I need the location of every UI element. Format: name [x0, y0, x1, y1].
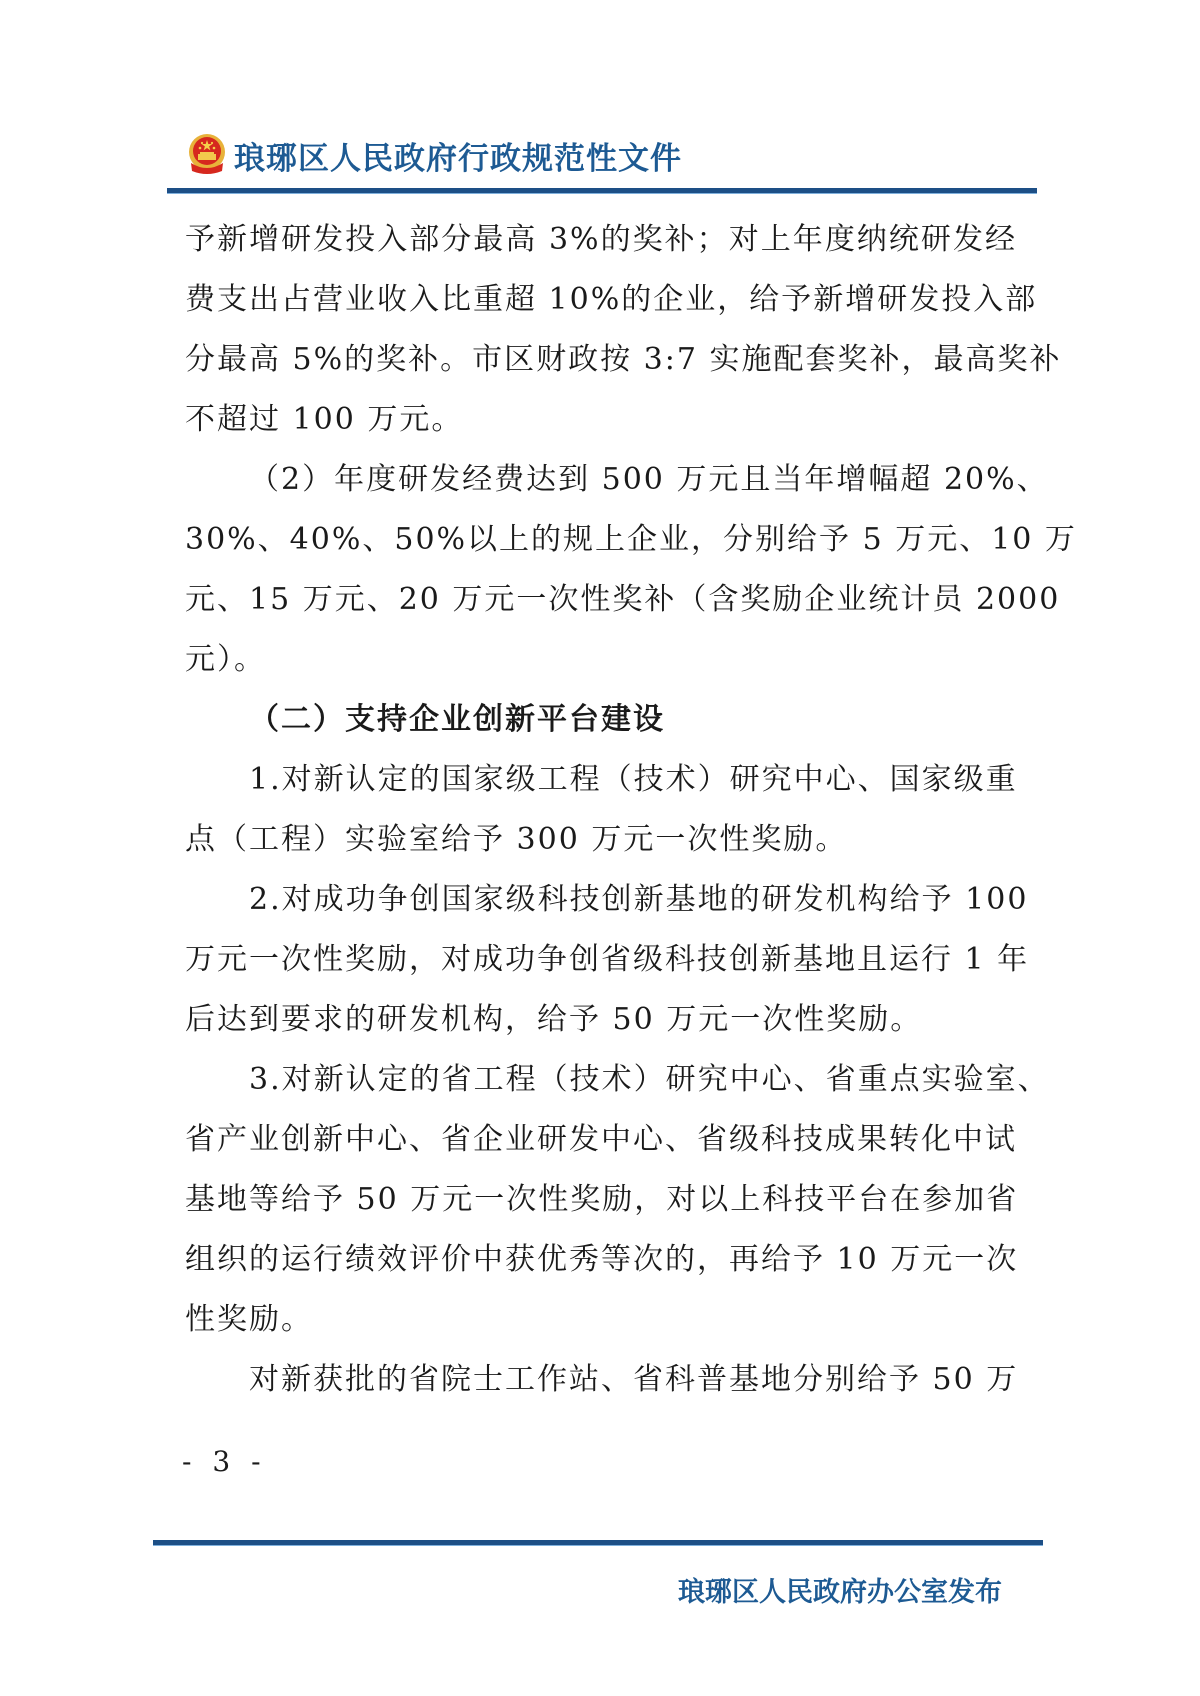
document-header	[186, 130, 682, 180]
footer-divider	[153, 1540, 1043, 1546]
body-line: 万元一次性奖励，对成功争创省级科技创新基地且运行 1 年	[185, 942, 1030, 977]
header-title: 琅琊区人民政府行政规范性文件	[234, 140, 682, 177]
section-heading: （二）支持企业创新平台建设	[249, 702, 665, 737]
footer-publisher: 琅琊区人民政府办公室发布	[678, 1577, 1002, 1608]
body-line: 点（工程）实验室给予 300 万元一次性奖励。	[185, 822, 848, 857]
body-line: 基地等给予 50 万元一次性奖励，对以上科技平台在参加省	[185, 1182, 1019, 1217]
body-line: 元、15 万元、20 万元一次性奖补（含奖励企业统计员 2000	[185, 582, 1061, 617]
body-line: （2）年度研发经费达到 500 万元且当年增幅超 20%、	[249, 462, 1049, 497]
body-line: 不超过 100 万元。	[185, 402, 464, 437]
page-number: - 3 -	[182, 1445, 267, 1478]
document-body	[185, 210, 1077, 1410]
body-line: 元）。	[185, 642, 266, 677]
body-line: 后达到要求的研发机构，给予 50 万元一次性奖励。	[185, 1002, 923, 1037]
body-line: 费支出占营业收入比重超 10%的企业，给予新增研发投入部	[185, 282, 1038, 317]
body-line: 对新获批的省院士工作站、省科普基地分别给予 50 万	[249, 1362, 1019, 1397]
header-divider	[167, 188, 1037, 194]
body-line: 组织的运行绩效评价中获优秀等次的，再给予 10 万元一次	[185, 1242, 1019, 1277]
national-emblem-icon	[186, 133, 228, 177]
body-line: 1.对新认定的国家级工程（技术）研究中心、国家级重	[249, 762, 1018, 797]
body-line: 性奖励。	[185, 1302, 313, 1337]
body-line: 3.对新认定的省工程（技术）研究中心、省重点实验室、	[249, 1062, 1050, 1097]
body-line: 30%、40%、50%以上的规上企业，分别给予 5 万元、10 万	[185, 522, 1077, 557]
body-line: 分最高 5%的奖补。市区财政按 3:7 实施配套奖补，最高奖补	[185, 342, 1062, 377]
body-line: 予新增研发投入部分最高 3%的奖补；对上年度纳统研发经	[185, 222, 1017, 257]
body-line: 省产业创新中心、省企业研发中心、省级科技成果转化中试	[185, 1122, 1017, 1157]
body-line: 2.对成功争创国家级科技创新基地的研发机构给予 100	[249, 882, 1029, 917]
